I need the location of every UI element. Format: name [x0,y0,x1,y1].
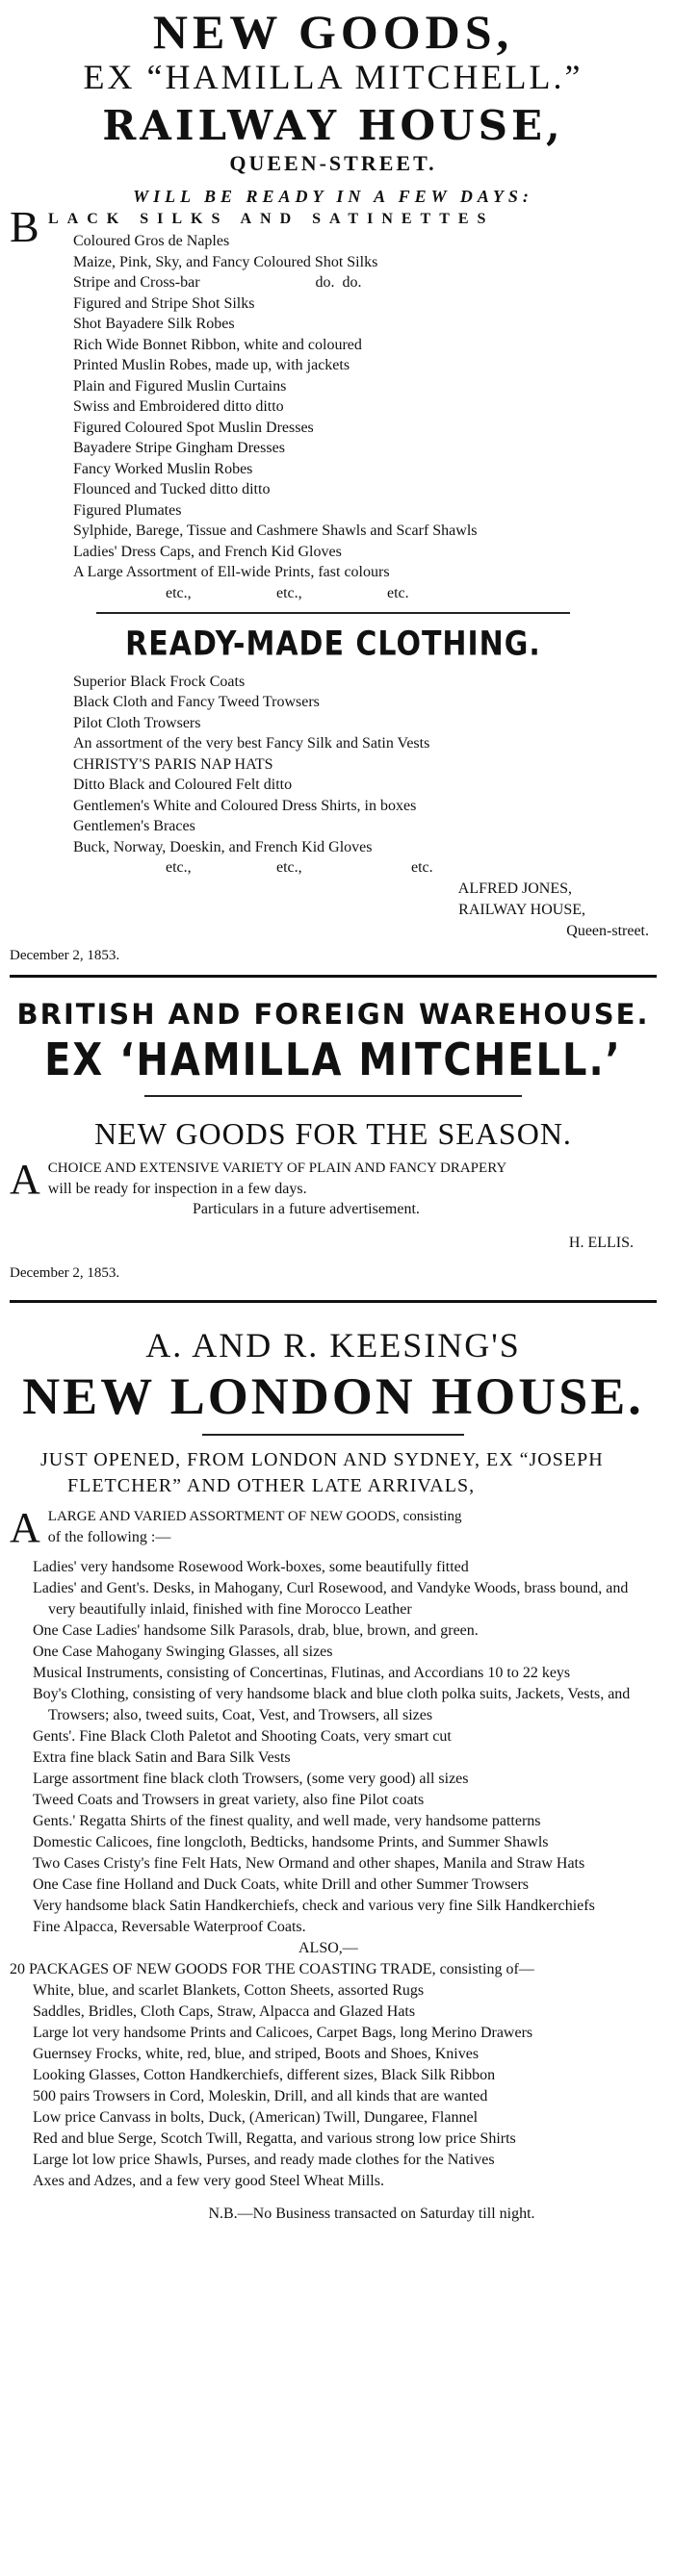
list-item: Stripe and Cross-bar do. do. [73,274,362,291]
ad1-clothing-etc-line [10,857,657,879]
list-item: Low price Canvass in bolts, Duck, (American) Twill, Dungaree, Flannel [33,2109,479,2126]
list-item: Rich Wide Bonnet Ribbon, white and coloured [73,336,362,353]
list-item: Plain and Figured Muslin Curtains [73,377,287,395]
ad1-street: QUEEN-STREET. [229,151,437,175]
ad3-item-list [10,1557,657,1938]
list-item: Ladies' very handsome Rosewood Work-boxes, some beautifully fitted [33,1559,469,1575]
ad2-line-3: Particulars in a future advertisement. [193,1201,420,1217]
list-item: Axes and Adzes, and a few very good Steel Wheat Mills. [33,2173,384,2189]
etc-text: etc., [166,859,192,876]
list-item: Very handsome black Satin Handkerchiefs, check and various very fine Silk Handkerchiefs [33,1898,595,1914]
divider [202,1434,464,1436]
ad1-item-list [10,231,657,583]
ad1-lead: LACK SILKS AND SATINETTES [48,211,495,227]
list-item: Pilot Cloth Trowsers [73,714,201,731]
list-item: Figured and Stripe Shot Silks [73,294,255,312]
list-item: Gents.' Regatta Shirts of the finest quality, and well made, very handsome patterns [33,1813,541,1829]
list-item: One Case fine Holland and Duck Coats, white Drill and other Summer Trowsers [33,1876,530,1893]
list-item: One Case Ladies' handsome Silk Parasols, drab, blue, brown, and green. [33,1622,479,1639]
etc-text: etc. [387,584,409,601]
ad1-ex-line: EX “HAMILLA MITCHELL.” [83,58,583,96]
list-item: Ladies' Dress Caps, and French Kid Gloves [73,543,342,560]
ad2-line-1: CHOICE AND EXTENSIVE VARIETY OF PLAIN AND FANCY DRAPERY [47,1160,507,1176]
ad1-date: December 2, 1853. [10,948,120,963]
ad2-season-heading: NEW GOODS FOR THE SEASON. [94,1116,572,1151]
ad3-packages-list [10,1980,657,2192]
ad3-intro-2: of the following :— [47,1529,171,1545]
list-item: Large assortment fine black cloth Trowsers, (some very good) all sizes [33,1771,469,1787]
list-item: Coloured Gros de Naples [73,233,230,249]
etc-text: etc., [276,859,302,876]
list-item: CHRISTY'S PARIS NAP HATS [73,755,273,773]
list-item: Musical Instruments, consisting of Concertinas, Flutinas, and Accordians 10 to 22 keys [33,1665,571,1681]
list-item: Black Cloth and Fancy Tweed Trowsers [73,694,320,710]
list-item: Printed Muslin Robes, made up, with jackets [73,357,350,373]
ad2-ex-line: EX ‘HAMILLA MITCHELL.’ [44,1034,622,1086]
list-item: Saddles, Bridles, Cloth Caps, Straw, Alpacca and Glazed Hats [33,2003,416,2020]
list-item: 500 pairs Trowsers in Cord, Moleskin, Drill, and all kinds that are wanted [33,2088,488,2104]
list-item: Ditto Black and Coloured Felt ditto [73,777,293,793]
ad1-dropcap: B [10,202,39,251]
ad3-intro-1: LARGE AND VARIED ASSORTMENT OF NEW GOODS, consisting [47,1509,462,1524]
ad1-ready-notice: WILL BE READY IN A FEW DAYS: [133,187,533,206]
list-item: Figured Coloured Spot Muslin Dresses [73,419,314,436]
list-item: Fine Alpacca, Reversable Waterproof Coats. [33,1919,306,1935]
divider [144,1095,522,1097]
ad3-also: ALSO,— [298,1940,358,1956]
ad2-dropcap: A [10,1156,40,1203]
ad2-date: December 2, 1853. [10,1265,120,1281]
ad2-line-2: will be ready for inspection in a few days. [47,1181,307,1197]
list-item: Red and blue Serge, Scotch Twill, Regatta, and various strong low price Shirts [33,2130,516,2147]
list-item: Large lot low price Shawls, Purses, and ready made clothes for the Natives [33,2152,495,2168]
list-item: One Case Mahogany Swinging Glasses, all sizes [33,1644,333,1660]
ad1-clothing-title: READY-MADE CLOTHING. [125,624,541,664]
list-item: Maize, Pink, Sky, and Fancy Coloured Shot Silks [73,253,378,270]
ad3-just-opened-1: JUST OPENED, FROM LONDON AND SYDNEY, EX “JOSEPH [40,1449,604,1470]
list-item: Buck, Norway, Doeskin, and French Kid Gloves [73,838,373,855]
newspaper-page [0,6,674,2576]
ad-british-foreign-warehouse [10,995,657,1283]
list-item: Extra fine black Satin and Bara Silk Vests [33,1749,291,1766]
list-item: Looking Glasses, Cotton Handkerchiefs, different sizes, Black Silk Ribbon [33,2067,496,2083]
ad-railway-house [10,6,657,965]
list-item: Gents'. Fine Black Cloth Paletot and Shooting Coats, very smart cut [33,1728,452,1745]
ad3-packages-heading: 20 PACKAGES OF NEW GOODS FOR THE COASTING TRADE, consisting of— [10,1961,534,1977]
etc-text: etc. [411,859,433,876]
list-item: Large lot very handsome Prints and Calicoes, Carpet Bags, long Merino Drawers [33,2025,533,2041]
list-item: Superior Black Frock Coats [73,673,246,690]
list-item: Domestic Calicoes, fine longcloth, Bedticks, handsome Prints, and Summer Shawls [33,1834,549,1850]
list-item: Shot Bayadere Silk Robes [73,316,235,332]
ad3-nb-note: N.B.—No Business transacted on Saturday till night. [208,2206,535,2222]
list-item: Swiss and Embroidered ditto ditto [73,398,284,415]
etc-text: etc., [166,584,192,601]
section-divider [10,1300,657,1303]
list-item: An assortment of the very best Fancy Silk and Satin Vests [73,735,430,752]
ad2-body [10,1156,657,1219]
section-divider [10,975,657,978]
ad1-store-name: RAILWAY HOUSE, [102,102,564,149]
ad3-dropcap: A [10,1504,40,1551]
list-item: Ladies' and Gent's. Desks, in Mahogany, Curl Rosewood, and Vandyke Woods, brass bound, and very beautifully inlaid, finished with fine Morocco Leather [33,1580,629,1618]
ad3-title: A. AND R. KEESING'S [145,1326,521,1365]
ad1-signature-name: ALFRED JONES, [457,880,572,897]
ad1-clothing-list [10,672,657,858]
ad-new-london-house [10,1324,657,2225]
divider [96,612,570,614]
ad1-etc-line [10,583,657,604]
list-item: Two Cases Cristy's fine Felt Hats, New Ormand and other shapes, Manila and Straw Hats [33,1855,585,1872]
ad1-signature-house: RAILWAY HOUSE, [458,902,585,918]
list-item: White, blue, and scarlet Blankets, Cotton Sheets, assorted Rugs [33,1982,425,1999]
list-item: Figured Plumates [73,501,182,519]
ad3-store-name: NEW LONDON HOUSE. [22,1367,644,1425]
list-item: Boy's Clothing, consisting of very handsome black and blue cloth polka suits, Jackets, Vests, and Trowsers; also, tweed suits, Coat, Vest, and Trowsers, all sizes [33,1686,631,1723]
ad2-title: BRITISH AND FOREIGN WAREHOUSE. [16,998,650,1031]
ad1-signature-street: Queen-street. [566,923,649,939]
ad2-signature: H. ELLIS. [568,1235,634,1251]
list-item: Flounced and Tucked ditto ditto [73,481,271,497]
ad1-title: NEW GOODS, [152,5,514,59]
list-item: Gentlemen's Braces [73,818,195,834]
ad3-intro [10,1504,657,1551]
list-item: Fancy Worked Muslin Robes [73,460,253,477]
list-item: Bayadere Stripe Gingham Dresses [73,440,285,456]
list-item: A Large Assortment of Ell-wide Prints, fast colours [73,564,390,580]
list-item: Tweed Coats and Trowsers in great variety, also fine Pilot coats [33,1792,425,1808]
list-item: Sylphide, Barege, Tissue and Cashmere Shawls and Scarf Shawls [73,523,478,539]
ad3-just-opened-2: FLETCHER” AND OTHER LATE ARRIVALS, [67,1475,476,1496]
list-item: Gentlemen's White and Coloured Dress Shirts, in boxes [73,797,417,814]
list-item: Guernsey Frocks, white, red, blue, and striped, Boots and Shoes, Knives [33,2046,480,2062]
etc-text: etc., [276,584,302,601]
